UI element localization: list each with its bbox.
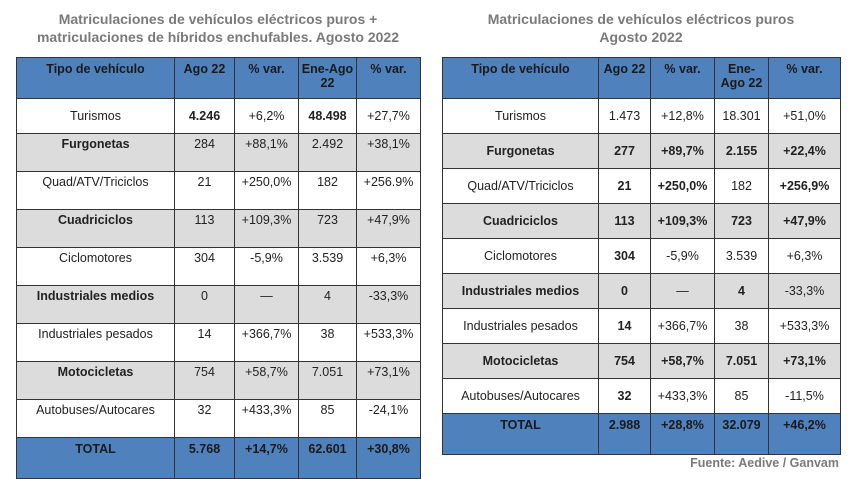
cell-var: — [651,274,715,309]
cell-ytd: 2.492 [299,134,357,172]
cell-var: +109,3% [235,210,299,248]
cell-ago: 113 [175,210,235,248]
cell-type: TOTAL [17,438,175,479]
cell-var-ytd: +46,2% [769,414,841,455]
cell-ago: 304 [599,239,651,274]
cell-ago: 4.246 [175,99,235,134]
cell-type: Motocicletas [17,362,175,400]
cell-var-ytd: -11,5% [769,379,841,414]
table-row [17,400,421,438]
cell-ytd: 38 [299,324,357,362]
cell-ytd: 182 [299,172,357,210]
cell-type: Quad/ATV/Triciclos [443,169,599,204]
table-title [16,2,420,57]
cell-ago: 2.988 [599,414,651,455]
table-row [443,99,841,134]
cell-ago: 754 [175,362,235,400]
registrations-table [442,57,841,455]
cell-ago: 0 [175,286,235,324]
table-row [17,134,421,172]
cell-var-ytd: +38,1% [357,134,421,172]
cell-ytd: 2.155 [715,134,769,169]
cell-type: Cuadriciclos [17,210,175,248]
cell-var: +6,2% [235,99,299,134]
cell-var-ytd: +51,0% [769,99,841,134]
cell-var: +109,3% [651,204,715,239]
col-header-var: % var. [235,58,299,99]
table-row [17,286,421,324]
title-line-1: Matriculaciones de vehículos eléctricos puros [487,11,795,27]
col-header-ago: Ago 22 [175,58,235,99]
total-row [17,438,421,479]
col-header-tipo: Tipo de vehículo [17,58,175,99]
cell-var: +58,7% [235,362,299,400]
cell-type: Ciclomotores [443,239,599,274]
cell-var: +88,1% [235,134,299,172]
cell-var-ytd: -33,3% [357,286,421,324]
table-row [443,134,841,169]
cell-ytd: 85 [299,400,357,438]
cell-var: +366,7% [651,309,715,344]
cell-ytd: 182 [715,169,769,204]
cell-ytd: 7.051 [299,362,357,400]
col-header-var-ytd: % var. [769,58,841,99]
cell-var: -5,9% [651,239,715,274]
table-row [443,274,841,309]
table-row [443,309,841,344]
cell-var: +58,7% [651,344,715,379]
cell-ytd: 18.301 [715,99,769,134]
cell-var-ytd: +73,1% [769,344,841,379]
cell-type: Industriales pesados [17,324,175,362]
cell-ytd: 7.051 [715,344,769,379]
cell-ytd: 723 [299,210,357,248]
cell-ago: 14 [175,324,235,362]
cell-var: +14,7% [235,438,299,479]
table-row [443,344,841,379]
cell-type: Autobuses/Autocares [443,379,599,414]
table-row [17,99,421,134]
table-row [17,210,421,248]
cell-ago: 14 [599,309,651,344]
total-row [443,414,841,455]
cell-type: Motocicletas [443,344,599,379]
title-line-2: Agosto 2022 [599,29,683,45]
cell-type: Quad/ATV/Triciclos [17,172,175,210]
cell-var-ytd: +73,1% [357,362,421,400]
cell-var-ytd: +27,7% [357,99,421,134]
cell-type: Furgonetas [443,134,599,169]
cell-var: +366,7% [235,324,299,362]
cell-type: Cuadriciclos [443,204,599,239]
cell-var-ytd: -33,3% [769,274,841,309]
col-header-tipo: Tipo de vehículo [443,58,599,99]
source-caption: Fuente: Aedive / Ganvam [690,456,839,470]
cell-var: +89,7% [651,134,715,169]
col-header-ytd: Ene-Ago 22 [299,58,357,99]
table-row [443,169,841,204]
cell-ago: 21 [175,172,235,210]
cell-var: — [235,286,299,324]
cell-var: -5,9% [235,248,299,286]
cell-var-ytd: +6,3% [769,239,841,274]
cell-ytd: 723 [715,204,769,239]
cell-ago: 113 [599,204,651,239]
cell-ago: 277 [599,134,651,169]
cell-var-ytd: +47,9% [769,204,841,239]
cell-ytd: 48.498 [299,99,357,134]
cell-type: Ciclomotores [17,248,175,286]
cell-var-ytd: +30,8% [357,438,421,479]
cell-type: Turismos [17,99,175,134]
cell-ytd: 3.539 [715,239,769,274]
cell-type: TOTAL [443,414,599,455]
table-row [17,172,421,210]
cell-ago: 0 [599,274,651,309]
cell-var: +12,8% [651,99,715,134]
cell-var-ytd: +533,3% [357,324,421,362]
cell-ytd: 38 [715,309,769,344]
cell-var: +433,3% [651,379,715,414]
cell-ytd: 62.601 [299,438,357,479]
cell-ytd: 4 [299,286,357,324]
cell-ago: 21 [599,169,651,204]
cell-ytd: 4 [715,274,769,309]
table-panel-bev-phev [16,2,420,456]
header-row [17,58,421,99]
table-row [17,362,421,400]
cell-var-ytd: +256,9% [769,169,841,204]
title-line-2: matriculaciones de híbridos enchufables. Agosto 2022 [36,29,400,45]
cell-ytd: 32.079 [715,414,769,455]
col-header-ytd: Ene-Ago 22 [715,58,769,99]
header-row [443,58,841,99]
col-header-ago: Ago 22 [599,58,651,99]
cell-type: Industriales medios [443,274,599,309]
cell-var-ytd: +47,9% [357,210,421,248]
col-header-var: % var. [651,58,715,99]
cell-ytd: 85 [715,379,769,414]
cell-var: +250,0% [651,169,715,204]
cell-type: Autobuses/Autocares [17,400,175,438]
cell-var-ytd: +22,4% [769,134,841,169]
cell-type: Industriales pesados [443,309,599,344]
table-row [443,379,841,414]
table-row [17,324,421,362]
cell-ago: 32 [175,400,235,438]
cell-ytd: 3.539 [299,248,357,286]
table-row [17,248,421,286]
cell-ago: 304 [175,248,235,286]
cell-var-ytd: -24,1% [357,400,421,438]
cell-var-ytd: +533,3% [769,309,841,344]
cell-type: Furgonetas [17,134,175,172]
table-row [443,204,841,239]
col-header-var-ytd: % var. [357,58,421,99]
cell-var: +433,3% [235,400,299,438]
table-panel-bev [442,2,840,450]
cell-type: Turismos [443,99,599,134]
cell-var-ytd: +256.9% [357,172,421,210]
cell-ago: 32 [599,379,651,414]
cell-var: +28,8% [651,414,715,455]
cell-ago: 5.768 [175,438,235,479]
cell-var-ytd: +6,3% [357,248,421,286]
registrations-table [16,57,421,479]
title-line-1: Matriculaciones de vehículos eléctricos puros + [58,11,378,27]
table-title [442,2,840,57]
cell-ago: 284 [175,134,235,172]
cell-var: +250,0% [235,172,299,210]
cell-ago: 1.473 [599,99,651,134]
table-row [443,239,841,274]
cell-ago: 754 [599,344,651,379]
cell-type: Industriales medios [17,286,175,324]
